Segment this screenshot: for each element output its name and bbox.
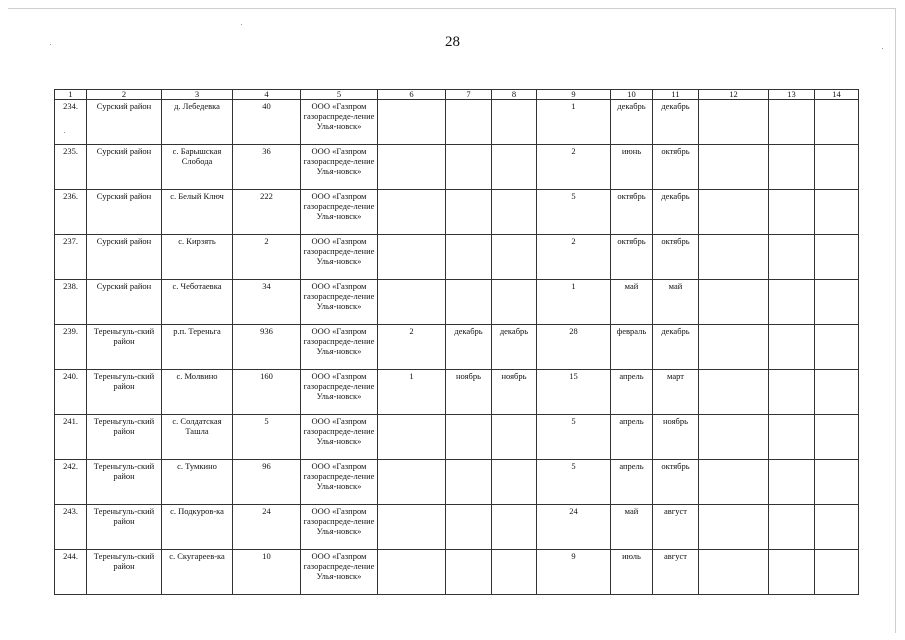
- table-cell-col-9: 1: [537, 100, 611, 145]
- table-cell-col-11: ноябрь: [653, 415, 699, 460]
- table-cell-col-14: [815, 370, 859, 415]
- table-cell-col-2: Тереньгуль-ский район: [87, 370, 162, 415]
- column-header-9: 9: [537, 90, 611, 100]
- table-cell-col-6: 2: [378, 325, 446, 370]
- table-cell-col-1: 243.: [55, 505, 87, 550]
- table-cell-col-13: [769, 505, 815, 550]
- table-cell-col-2: Тереньгуль-ский район: [87, 505, 162, 550]
- table-cell-col-12: [699, 280, 769, 325]
- table-cell-col-11: август: [653, 505, 699, 550]
- table-cell-col-11: декабрь: [653, 190, 699, 235]
- table-cell-col-5: ООО «Газпром газораспреде-ление Улья-новск»: [301, 235, 378, 280]
- table-cell-col-2: Сурский район: [87, 145, 162, 190]
- table-cell-col-8: [492, 415, 537, 460]
- column-header-4: 4: [233, 90, 301, 100]
- table-cell-col-8: [492, 550, 537, 595]
- table-cell-col-9: 24: [537, 505, 611, 550]
- table-cell-col-8: декабрь: [492, 325, 537, 370]
- table-cell-col-6: 1: [378, 370, 446, 415]
- table-cell-col-3: р.п. Тереньга: [162, 325, 233, 370]
- table-cell-col-9: 28: [537, 325, 611, 370]
- column-header-13: 13: [769, 90, 815, 100]
- table-cell-col-4: 34: [233, 280, 301, 325]
- table-cell-col-11: август: [653, 550, 699, 595]
- table-cell-col-2: Сурский район: [87, 190, 162, 235]
- page-number: 28: [445, 34, 460, 50]
- table-cell-col-7: [446, 280, 492, 325]
- table-cell-col-11: октябрь: [653, 145, 699, 190]
- table-row: [55, 235, 859, 280]
- table-cell-col-5: ООО «Газпром газораспреде-ление Улья-новск»: [301, 505, 378, 550]
- column-header-1: 1: [55, 90, 87, 100]
- table-cell-col-5: ООО «Газпром газораспреде-ление Улья-новск»: [301, 325, 378, 370]
- table-cell-col-14: [815, 145, 859, 190]
- table-cell-col-6: [378, 415, 446, 460]
- column-header-14: 14: [815, 90, 859, 100]
- table-cell-col-10: апрель: [611, 415, 653, 460]
- table-cell-col-9: 2: [537, 145, 611, 190]
- table-cell-col-14: [815, 460, 859, 505]
- table-cell-col-8: [492, 280, 537, 325]
- table-cell-col-2: Тереньгуль-ский район: [87, 550, 162, 595]
- table-cell-col-13: [769, 550, 815, 595]
- table-cell-col-3: с. Скугареев-ка: [162, 550, 233, 595]
- table-cell-col-9: 2: [537, 235, 611, 280]
- table-cell-col-4: 160: [233, 370, 301, 415]
- table-cell-col-1: 244.: [55, 550, 87, 595]
- table-cell-col-8: [492, 100, 537, 145]
- table-row: [55, 370, 859, 415]
- column-header-8: 8: [492, 90, 537, 100]
- table-cell-col-10: декабрь: [611, 100, 653, 145]
- table-cell-col-3: с. Солдатская Ташла: [162, 415, 233, 460]
- table-cell-col-9: 5: [537, 460, 611, 505]
- table-row: [55, 100, 859, 145]
- table-cell-col-2: Сурский район: [87, 280, 162, 325]
- table-cell-col-1: 241.: [55, 415, 87, 460]
- table-cell-col-14: [815, 550, 859, 595]
- table-cell-col-13: [769, 280, 815, 325]
- table-cell-col-13: [769, 145, 815, 190]
- table-cell-col-3: с. Белый Ключ: [162, 190, 233, 235]
- table-cell-col-7: ноябрь: [446, 370, 492, 415]
- column-header-12: 12: [699, 90, 769, 100]
- table-cell-col-12: [699, 370, 769, 415]
- table-row: [55, 415, 859, 460]
- table-cell-col-5: ООО «Газпром газораспреде-ление Улья-новск»: [301, 280, 378, 325]
- table-cell-col-8: [492, 235, 537, 280]
- table-cell-col-1: 239.: [55, 325, 87, 370]
- table-row: [55, 325, 859, 370]
- table-cell-col-6: [378, 505, 446, 550]
- scan-speck: [50, 44, 51, 45]
- table-body: [55, 100, 859, 595]
- table-cell-col-9: 15: [537, 370, 611, 415]
- table-cell-col-1: 240.: [55, 370, 87, 415]
- table-cell-col-5: ООО «Газпром газораспреде-ление Улья-новск»: [301, 145, 378, 190]
- table-cell-col-10: апрель: [611, 460, 653, 505]
- table-cell-col-9: 5: [537, 190, 611, 235]
- table-cell-col-11: октябрь: [653, 235, 699, 280]
- table-cell-col-4: 2: [233, 235, 301, 280]
- table-cell-col-7: [446, 505, 492, 550]
- table-cell-col-4: 36: [233, 145, 301, 190]
- table-cell-col-7: [446, 550, 492, 595]
- column-header-6: 6: [378, 90, 446, 100]
- table-cell-col-5: ООО «Газпром газораспреде-ление Улья-новск»: [301, 460, 378, 505]
- table-cell-col-5: ООО «Газпром газораспреде-ление Улья-новск»: [301, 100, 378, 145]
- table-cell-col-4: 5: [233, 415, 301, 460]
- table-cell-col-3: с. Чеботаевка: [162, 280, 233, 325]
- table-cell-col-10: май: [611, 280, 653, 325]
- table-cell-col-8: [492, 145, 537, 190]
- table-cell-col-13: [769, 370, 815, 415]
- table-cell-col-14: [815, 235, 859, 280]
- table-cell-col-6: [378, 145, 446, 190]
- table-cell-col-4: 24: [233, 505, 301, 550]
- table-cell-col-10: октябрь: [611, 190, 653, 235]
- table-cell-col-3: д. Лебедевка: [162, 100, 233, 145]
- table-cell-col-10: июль: [611, 550, 653, 595]
- table-cell-col-12: [699, 505, 769, 550]
- table-cell-col-14: [815, 190, 859, 235]
- table-cell-col-11: март: [653, 370, 699, 415]
- table-cell-col-13: [769, 190, 815, 235]
- table-cell-col-13: [769, 325, 815, 370]
- table-cell-col-12: [699, 550, 769, 595]
- table-cell-col-9: 9: [537, 550, 611, 595]
- table-cell-col-11: май: [653, 280, 699, 325]
- table-cell-col-12: [699, 415, 769, 460]
- table-cell-col-10: февраль: [611, 325, 653, 370]
- table-cell-col-4: 10: [233, 550, 301, 595]
- table-cell-col-7: [446, 145, 492, 190]
- table-cell-col-13: [769, 235, 815, 280]
- table-cell-col-4: 936: [233, 325, 301, 370]
- table-cell-col-14: [815, 280, 859, 325]
- table-row: [55, 145, 859, 190]
- table-cell-col-2: Сурский район: [87, 100, 162, 145]
- table-cell-col-5: ООО «Газпром газораспреде-ление Улья-новск»: [301, 415, 378, 460]
- table-cell-col-12: [699, 145, 769, 190]
- table-row: [55, 505, 859, 550]
- table-cell-col-1: 242.: [55, 460, 87, 505]
- table-cell-col-13: [769, 100, 815, 145]
- table-cell-col-11: декабрь: [653, 100, 699, 145]
- scan-speck: [882, 48, 883, 49]
- header-row: [55, 90, 859, 100]
- column-header-10: 10: [611, 90, 653, 100]
- table-cell-col-4: 40: [233, 100, 301, 145]
- table-cell-col-7: декабрь: [446, 325, 492, 370]
- table-cell-col-6: [378, 280, 446, 325]
- table-cell-col-2: Сурский район: [87, 235, 162, 280]
- table-cell-col-2: Тереньгуль-ский район: [87, 415, 162, 460]
- table-cell-col-6: [378, 550, 446, 595]
- table-cell-col-9: 1: [537, 280, 611, 325]
- table-cell-col-6: [378, 460, 446, 505]
- column-header-3: 3: [162, 90, 233, 100]
- table-cell-col-2: Тереньгуль-ский район: [87, 325, 162, 370]
- table-cell-col-13: [769, 415, 815, 460]
- table-cell-col-3: с. Кирзять: [162, 235, 233, 280]
- table-cell-col-1: 237.: [55, 235, 87, 280]
- table-row: [55, 190, 859, 235]
- table-cell-col-8: [492, 505, 537, 550]
- table-cell-col-14: [815, 505, 859, 550]
- table-cell-col-6: [378, 235, 446, 280]
- table-cell-col-1: 234.: [55, 100, 87, 145]
- table-cell-col-10: октябрь: [611, 235, 653, 280]
- table-cell-col-6: [378, 100, 446, 145]
- column-header-5: 5: [301, 90, 378, 100]
- table-cell-col-11: октябрь: [653, 460, 699, 505]
- table-cell-col-4: 222: [233, 190, 301, 235]
- scan-speck: [241, 24, 242, 25]
- table-cell-col-2: Тереньгуль-ский район: [87, 460, 162, 505]
- table-cell-col-8: ноябрь: [492, 370, 537, 415]
- table-cell-col-7: [446, 190, 492, 235]
- table-cell-col-5: ООО «Газпром газораспреде-ление Улья-новск»: [301, 190, 378, 235]
- scan-speck: [64, 132, 65, 133]
- table-row: [55, 550, 859, 595]
- table-cell-col-3: с. Подкуров-ка: [162, 505, 233, 550]
- table-cell-col-1: 238.: [55, 280, 87, 325]
- table-cell-col-7: [446, 235, 492, 280]
- column-header-11: 11: [653, 90, 699, 100]
- column-header-7: 7: [446, 90, 492, 100]
- table-cell-col-5: ООО «Газпром газораспреде-ление Улья-новск»: [301, 370, 378, 415]
- table-cell-col-12: [699, 190, 769, 235]
- table-cell-col-1: 235.: [55, 145, 87, 190]
- table-cell-col-3: с. Барышская Слобода: [162, 145, 233, 190]
- table-cell-col-13: [769, 460, 815, 505]
- table-row: [55, 460, 859, 505]
- table-cell-col-14: [815, 415, 859, 460]
- table-cell-col-12: [699, 460, 769, 505]
- table-cell-col-12: [699, 235, 769, 280]
- table-cell-col-7: [446, 415, 492, 460]
- table-cell-col-10: май: [611, 505, 653, 550]
- table-cell-col-10: июнь: [611, 145, 653, 190]
- table-cell-col-12: [699, 100, 769, 145]
- table-cell-col-10: апрель: [611, 370, 653, 415]
- table-cell-col-12: [699, 325, 769, 370]
- table-row: [55, 280, 859, 325]
- table-cell-col-9: 5: [537, 415, 611, 460]
- column-header-2: 2: [87, 90, 162, 100]
- table-cell-col-3: с. Тумкино: [162, 460, 233, 505]
- table-cell-col-4: 96: [233, 460, 301, 505]
- table-cell-col-3: с. Молвино: [162, 370, 233, 415]
- table-cell-col-7: [446, 460, 492, 505]
- table-cell-col-11: декабрь: [653, 325, 699, 370]
- register-table: [54, 89, 859, 595]
- table-cell-col-8: [492, 460, 537, 505]
- table-cell-col-14: [815, 325, 859, 370]
- table-cell-col-6: [378, 190, 446, 235]
- table-cell-col-8: [492, 190, 537, 235]
- table-cell-col-7: [446, 100, 492, 145]
- table-cell-col-1: 236.: [55, 190, 87, 235]
- table-cell-col-14: [815, 100, 859, 145]
- table-cell-col-5: ООО «Газпром газораспреде-ление Улья-новск»: [301, 550, 378, 595]
